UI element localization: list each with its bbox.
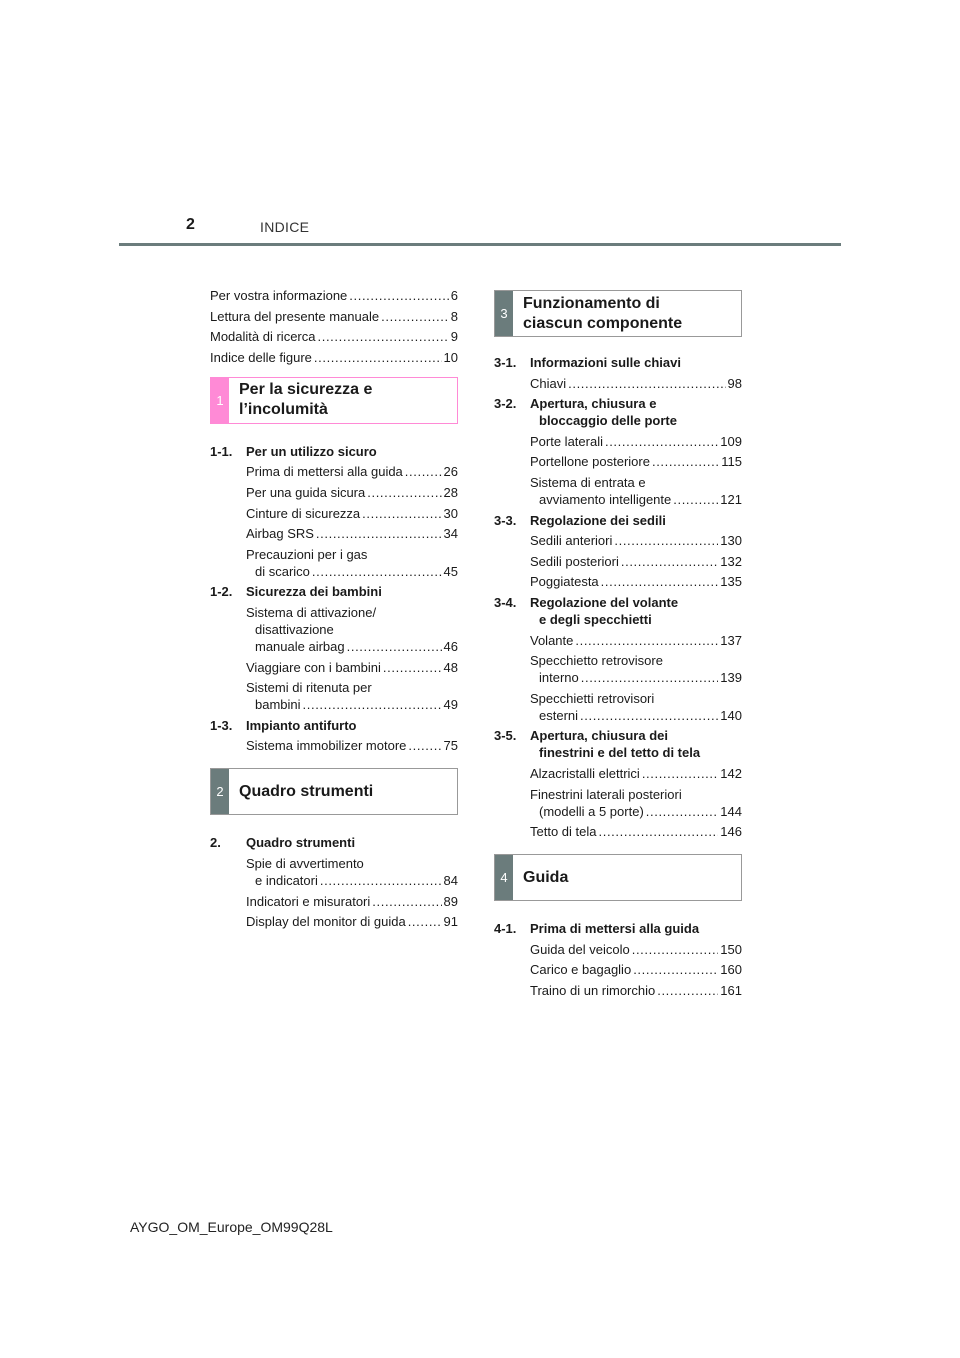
toc-entry[interactable]: Specchietto retrovisore interno . . . 139 — [530, 652, 742, 686]
section-1-header[interactable] — [210, 377, 458, 424]
toc-entry[interactable]: Traino di un rimorchio . . . 161 — [530, 982, 742, 999]
group-heading[interactable]: 4-1. Prima di mettersi alla guida — [494, 921, 700, 937]
group-heading[interactable]: 3-3. Regolazione dei sedili — [494, 512, 666, 528]
toc-entry[interactable]: Sistemi di ritenuta per bambini . . . 49 — [246, 679, 458, 713]
toc-entry[interactable]: Lettura del presente manuale . . . 8 — [210, 308, 458, 325]
group-heading[interactable]: 3-2. Apertura, chiusura e bloccaggio delle porte — [494, 396, 677, 429]
group-heading[interactable]: 3-1. Informazioni sulle chiavi — [494, 355, 681, 370]
toc-entry[interactable]: Volante . . . 137 — [530, 632, 742, 649]
section-2-header[interactable] — [210, 768, 458, 815]
toc-entry[interactable]: Sedili posteriori . . . 132 — [530, 553, 742, 570]
section-2-title: Quadro strumenti — [239, 782, 374, 800]
section-3-header[interactable] — [494, 290, 742, 337]
section-2-tab: 2 — [211, 769, 229, 814]
toc-entry[interactable]: Sistema di entrata e avviamento intelligente . . . 121 — [530, 474, 742, 508]
section-4-header[interactable] — [494, 854, 742, 901]
toc-entry[interactable]: Sistema di attivazione/ disattivazione manuale airbag . . . 46 — [246, 604, 458, 655]
group-heading[interactable]: 1-3. Impianto antifurto — [210, 717, 357, 733]
toc-entry[interactable]: Chiavi . . . 98 — [530, 375, 742, 392]
toc-entry[interactable]: Per vostra informazione . . . 6 — [210, 287, 458, 304]
page-title: INDICE — [260, 219, 310, 235]
toc-entry[interactable]: Carico e bagaglio . . . 160 — [530, 961, 742, 978]
toc-right-column — [494, 290, 742, 1002]
toc-entry[interactable]: Tetto di tela . . . 146 — [530, 823, 742, 840]
header-divider — [119, 243, 841, 246]
group-heading[interactable]: 3-5. Apertura, chiusura dei finestrini e del tetto di tela — [494, 728, 701, 761]
toc-entry[interactable]: Alzacristalli elettrici . . . 142 — [530, 765, 742, 782]
section-4-title: Guida — [523, 868, 569, 886]
toc-entry[interactable]: Indice delle figure . . . 10 — [210, 349, 458, 366]
toc-entry[interactable]: Finestrini laterali posteriori (modelli a 5 porte) . . . 144 — [530, 786, 742, 820]
toc-entry[interactable]: Viaggiare con i bambini . . . 48 — [246, 659, 458, 676]
toc-entry[interactable]: Portellone posteriore . . . 115 — [530, 453, 742, 470]
section-1-tab: 1 — [211, 378, 229, 423]
group-heading[interactable]: 3-4. Regolazione del volante e degli specchietti — [494, 594, 679, 627]
toc-entry[interactable]: Sistema immobilizer motore . . . 75 — [246, 737, 458, 754]
toc-entry[interactable]: Cinture di sicurezza . . . 30 — [246, 505, 458, 522]
toc-entry[interactable]: Per una guida sicura . . . 28 — [246, 484, 458, 501]
section-3-title: Funzionamento di ciascun componente — [523, 294, 683, 332]
toc-left-column — [210, 287, 458, 934]
group-heading[interactable]: 1-1. Per un utilizzo sicuro — [210, 443, 377, 459]
toc-entry[interactable]: Specchietti retrovisori esterni . . . 140 — [530, 690, 742, 724]
toc-entry[interactable]: Indicatori e misuratori . . . 89 — [246, 893, 458, 910]
section-1-title: Per la sicurezza e l’incolumità — [239, 381, 373, 419]
group-heading[interactable]: 1-2. Sicurezza dei bambini — [210, 584, 382, 600]
toc-entry[interactable]: Modalità di ricerca . . . 9 — [210, 328, 458, 345]
toc-entry[interactable]: Spie di avvertimento e indicatori . . . 84 — [246, 855, 458, 889]
section-4-tab: 4 — [495, 855, 513, 900]
toc-entry[interactable]: Precauzioni per i gas di scarico . . . 45 — [246, 546, 458, 580]
toc-entry[interactable]: Sedili anteriori . . . 130 — [530, 532, 742, 549]
toc-entry[interactable]: Poggiatesta . . . 135 — [530, 573, 742, 590]
toc-entry[interactable]: Airbag SRS . . . 34 — [246, 525, 458, 542]
page-number: 2 — [186, 216, 195, 233]
toc-entry[interactable]: Prima di mettersi alla guida . . . 26 — [246, 463, 458, 480]
document-code: AYGO_OM_Europe_OM99Q28L — [130, 1219, 333, 1235]
toc-entry[interactable]: Guida del veicolo . . . 150 — [530, 941, 742, 958]
toc-entry[interactable]: Display del monitor di guida . . . 91 — [246, 913, 458, 930]
section-3-tab: 3 — [495, 291, 513, 336]
toc-entry[interactable]: Porte laterali . . . 109 — [530, 433, 742, 450]
group-heading[interactable]: 2. Quadro strumenti — [210, 835, 356, 851]
